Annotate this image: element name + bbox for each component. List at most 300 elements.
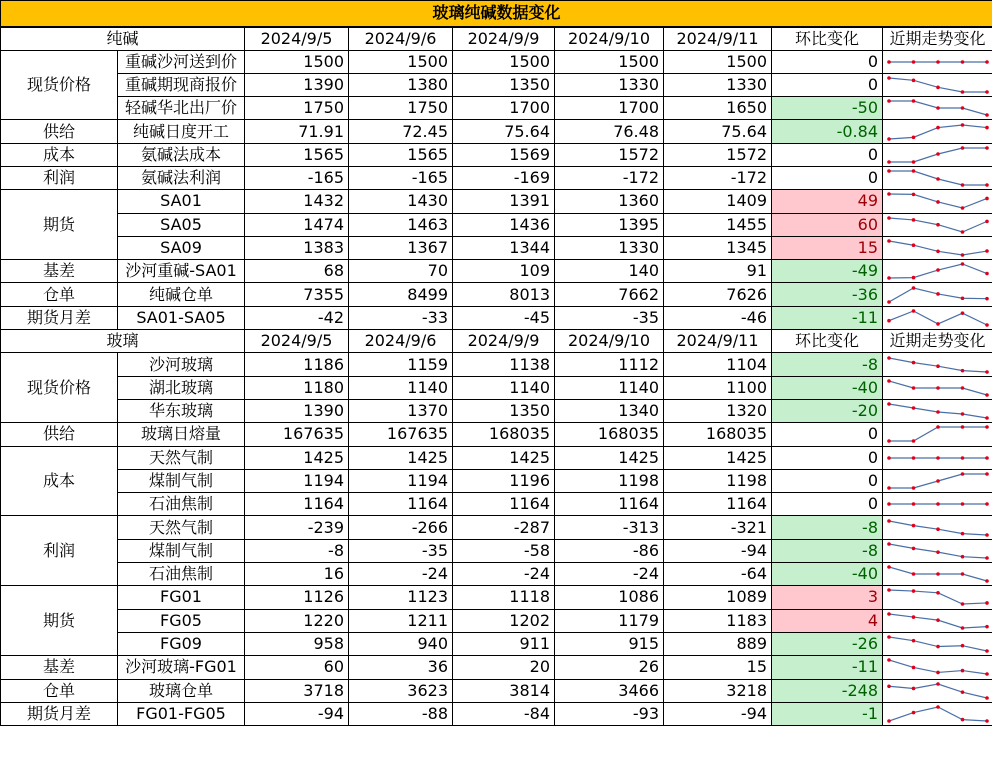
sparkline bbox=[883, 586, 992, 608]
sparkline-point bbox=[936, 250, 940, 254]
value-cell: 1367 bbox=[349, 236, 453, 259]
sparkline-point bbox=[887, 719, 891, 723]
value-cell: -33 bbox=[349, 306, 453, 329]
sparkline-point bbox=[985, 579, 989, 583]
sparkline bbox=[883, 610, 992, 632]
sparkline-point bbox=[961, 502, 965, 506]
sparkline-point bbox=[936, 322, 940, 326]
table-row bbox=[1, 399, 992, 422]
value-cell: 1112 bbox=[555, 353, 664, 376]
trend-cell bbox=[883, 143, 992, 166]
sparkline-point bbox=[887, 502, 891, 506]
item-label: FG01 bbox=[118, 586, 245, 609]
value-cell: 1500 bbox=[349, 50, 453, 73]
sparkline bbox=[883, 423, 992, 445]
sparkline-point bbox=[961, 626, 965, 630]
item-label: SA05 bbox=[118, 213, 245, 236]
sparkline bbox=[883, 237, 992, 259]
sparkline-point bbox=[887, 169, 891, 173]
sparkline-point bbox=[912, 160, 916, 164]
sparkline-point bbox=[912, 309, 916, 313]
table-row bbox=[1, 423, 992, 446]
sparkline-point bbox=[985, 719, 989, 723]
table-row bbox=[1, 493, 992, 516]
change-cell: 0 bbox=[772, 73, 883, 96]
value-cell: -287 bbox=[453, 516, 555, 539]
sparkline-point bbox=[936, 410, 940, 414]
value-cell: -24 bbox=[349, 563, 453, 586]
value-cell: 1391 bbox=[453, 190, 555, 213]
sparkline-point bbox=[887, 60, 891, 64]
sparkline-point bbox=[961, 531, 965, 535]
sparkline-point bbox=[936, 456, 940, 460]
table-title: 玻璃纯碱数据变化 bbox=[1, 1, 992, 27]
change-cell: -50 bbox=[772, 97, 883, 120]
value-cell: 1330 bbox=[555, 73, 664, 96]
category-label: 成本 bbox=[1, 446, 118, 516]
trend-cell bbox=[883, 97, 992, 120]
sparkline-point bbox=[912, 276, 916, 280]
table-row bbox=[1, 283, 992, 306]
item-label: 重碱期现商报价 bbox=[118, 73, 245, 96]
category-label: 成本 bbox=[1, 143, 118, 166]
value-cell: 1432 bbox=[245, 190, 349, 213]
sparkline-point bbox=[912, 572, 916, 576]
value-cell: -165 bbox=[349, 166, 453, 189]
value-cell: -24 bbox=[453, 563, 555, 586]
sparkline bbox=[883, 656, 992, 678]
sparkline-point bbox=[961, 572, 965, 576]
sparkline-point bbox=[985, 197, 989, 201]
item-label: 天然气制 bbox=[118, 516, 245, 539]
table-row bbox=[1, 376, 992, 399]
table-row bbox=[1, 702, 992, 725]
sparkline-point bbox=[887, 193, 891, 197]
sparkline-point bbox=[961, 123, 965, 127]
trend-cell bbox=[883, 260, 992, 283]
change-cell: -36 bbox=[772, 283, 883, 306]
sparkline bbox=[883, 284, 992, 306]
value-cell: 60 bbox=[245, 656, 349, 679]
item-label: 煤制气制 bbox=[118, 469, 245, 492]
value-cell: 1164 bbox=[555, 493, 664, 516]
value-cell: -94 bbox=[664, 702, 772, 725]
sparkline-point bbox=[936, 550, 940, 554]
sparkline-point bbox=[985, 472, 989, 476]
sparkline-line bbox=[889, 707, 987, 721]
sparkline bbox=[883, 447, 992, 469]
sparkline-point bbox=[961, 386, 965, 390]
sparkline-point bbox=[912, 639, 916, 643]
trend-cell bbox=[883, 376, 992, 399]
sparkline-point bbox=[961, 456, 965, 460]
value-cell: 1140 bbox=[349, 376, 453, 399]
sparkline-point bbox=[887, 356, 891, 360]
change-cell: 15 bbox=[772, 236, 883, 259]
value-cell: 109 bbox=[453, 260, 555, 283]
value-cell: 1138 bbox=[453, 353, 555, 376]
sparkline-point bbox=[961, 669, 965, 673]
value-cell: 70 bbox=[349, 260, 453, 283]
item-label: SA09 bbox=[118, 236, 245, 259]
sparkline-point bbox=[936, 591, 940, 595]
column-header: 2024/9/9 bbox=[453, 330, 555, 353]
value-cell: 1196 bbox=[453, 469, 555, 492]
value-cell: 1194 bbox=[245, 469, 349, 492]
table-row bbox=[1, 516, 992, 539]
value-cell: 1198 bbox=[664, 469, 772, 492]
value-cell: -93 bbox=[555, 702, 664, 725]
sparkline bbox=[883, 470, 992, 492]
change-cell: -11 bbox=[772, 656, 883, 679]
item-label: 天然气制 bbox=[118, 446, 245, 469]
value-cell: -94 bbox=[245, 702, 349, 725]
table-row bbox=[1, 73, 992, 96]
change-cell: -8 bbox=[772, 539, 883, 562]
change-cell: -8 bbox=[772, 353, 883, 376]
value-cell: 1380 bbox=[349, 73, 453, 96]
sparkline-point bbox=[887, 402, 891, 406]
item-label: 湖北玻璃 bbox=[118, 376, 245, 399]
sparkline-point bbox=[912, 218, 916, 222]
value-cell: 3623 bbox=[349, 679, 453, 702]
sparkline-line bbox=[889, 78, 987, 92]
sparkline bbox=[883, 540, 992, 562]
table-row bbox=[1, 120, 992, 143]
sparkline-point bbox=[936, 671, 940, 675]
table-row bbox=[1, 143, 992, 166]
trend-cell bbox=[883, 702, 992, 725]
sparkline bbox=[883, 354, 992, 376]
table-row bbox=[1, 446, 992, 469]
category-label: 期货 bbox=[1, 586, 118, 656]
sparkline-point bbox=[912, 135, 916, 139]
category-label: 基差 bbox=[1, 260, 118, 283]
sparkline bbox=[883, 493, 992, 515]
sparkline-point bbox=[985, 296, 989, 300]
item-label: 玻璃日熔量 bbox=[118, 423, 245, 446]
category-label: 基差 bbox=[1, 656, 118, 679]
value-cell: 168035 bbox=[664, 423, 772, 446]
table-row bbox=[1, 353, 992, 376]
value-cell: 1455 bbox=[664, 213, 772, 236]
sparkline-point bbox=[961, 718, 965, 722]
value-cell: 91 bbox=[664, 260, 772, 283]
sparkline-point bbox=[887, 137, 891, 141]
value-cell: 1123 bbox=[349, 586, 453, 609]
value-cell: 3718 bbox=[245, 679, 349, 702]
sparkline-point bbox=[985, 272, 989, 276]
value-cell: 1463 bbox=[349, 213, 453, 236]
table-row bbox=[1, 166, 992, 189]
value-cell: 8013 bbox=[453, 283, 555, 306]
sparkline-point bbox=[912, 193, 916, 197]
value-cell: 168035 bbox=[555, 423, 664, 446]
sparkline-point bbox=[985, 113, 989, 117]
value-cell: -58 bbox=[453, 539, 555, 562]
trend-cell bbox=[883, 120, 992, 143]
value-cell: 1164 bbox=[453, 493, 555, 516]
sparkline-point bbox=[936, 364, 940, 368]
trend-cell bbox=[883, 423, 992, 446]
sparkline-point bbox=[961, 253, 965, 257]
sparkline-point bbox=[985, 502, 989, 506]
sparkline bbox=[883, 400, 992, 422]
item-label: 沙河玻璃-FG01 bbox=[118, 656, 245, 679]
value-cell: -313 bbox=[555, 516, 664, 539]
sparkline-point bbox=[961, 60, 965, 64]
sparkline-line bbox=[889, 427, 987, 441]
sparkline-point bbox=[985, 649, 989, 653]
sparkline-point bbox=[887, 76, 891, 80]
value-cell: 1211 bbox=[349, 609, 453, 632]
column-header: 2024/9/5 bbox=[245, 27, 349, 51]
value-cell: 1179 bbox=[555, 609, 664, 632]
value-cell: 7662 bbox=[555, 283, 664, 306]
value-cell: 1390 bbox=[245, 73, 349, 96]
sparkline-point bbox=[936, 177, 940, 181]
value-cell: 1425 bbox=[555, 446, 664, 469]
category-label: 期货月差 bbox=[1, 702, 118, 725]
change-cell: -1 bbox=[772, 702, 883, 725]
value-cell: 36 bbox=[349, 656, 453, 679]
trend-cell bbox=[883, 50, 992, 73]
trend-cell bbox=[883, 493, 992, 516]
value-cell: 1194 bbox=[349, 469, 453, 492]
change-cell: 0 bbox=[772, 446, 883, 469]
value-cell: 1350 bbox=[453, 399, 555, 422]
sparkline-point bbox=[887, 319, 891, 323]
item-label: SA01-SA05 bbox=[118, 306, 245, 329]
sparkline-point bbox=[887, 300, 891, 304]
item-label: 石油焦制 bbox=[118, 493, 245, 516]
change-cell: -8 bbox=[772, 516, 883, 539]
value-cell: 1565 bbox=[245, 143, 349, 166]
value-cell: 1330 bbox=[555, 236, 664, 259]
value-cell: 915 bbox=[555, 632, 664, 655]
item-label: 重碱沙河送到价 bbox=[118, 50, 245, 73]
sparkline-point bbox=[936, 618, 940, 622]
trend-cell bbox=[883, 469, 992, 492]
value-cell: 958 bbox=[245, 632, 349, 655]
sparkline-point bbox=[887, 565, 891, 569]
sparkline-point bbox=[887, 542, 891, 546]
value-cell: 1425 bbox=[349, 446, 453, 469]
value-cell: -88 bbox=[349, 702, 453, 725]
change-cell: 0 bbox=[772, 166, 883, 189]
item-label: FG09 bbox=[118, 632, 245, 655]
item-label: 华东玻璃 bbox=[118, 399, 245, 422]
value-cell: 1100 bbox=[664, 376, 772, 399]
sparkline-point bbox=[936, 645, 940, 649]
trend-cell bbox=[883, 609, 992, 632]
sparkline-point bbox=[912, 546, 916, 550]
sparkline-point bbox=[887, 684, 891, 688]
value-cell: -45 bbox=[453, 306, 555, 329]
sparkline-point bbox=[961, 603, 965, 607]
value-cell: 1425 bbox=[245, 446, 349, 469]
sparkline-point bbox=[912, 78, 916, 82]
sparkline-point bbox=[985, 416, 989, 420]
sparkline bbox=[883, 167, 992, 189]
value-cell: 3218 bbox=[664, 679, 772, 702]
column-header: 环比变化 bbox=[772, 27, 883, 51]
sparkline-point bbox=[887, 519, 891, 523]
change-cell: 0 bbox=[772, 50, 883, 73]
change-cell: 0 bbox=[772, 493, 883, 516]
trend-cell bbox=[883, 306, 992, 329]
value-cell: 1474 bbox=[245, 213, 349, 236]
sparkline-point bbox=[887, 379, 891, 383]
sparkline-point bbox=[912, 99, 916, 103]
value-cell: -165 bbox=[245, 166, 349, 189]
sparkline-point bbox=[912, 169, 916, 173]
column-header: 2024/9/11 bbox=[664, 27, 772, 51]
trend-cell bbox=[883, 586, 992, 609]
change-cell: -0.84 bbox=[772, 120, 883, 143]
category-label: 现货价格 bbox=[1, 50, 118, 120]
sparkline-point bbox=[887, 160, 891, 164]
value-cell: 1572 bbox=[555, 143, 664, 166]
value-cell: 1086 bbox=[555, 586, 664, 609]
value-cell: 1164 bbox=[664, 493, 772, 516]
sparkline-point bbox=[961, 412, 965, 416]
sparkline-point bbox=[961, 472, 965, 476]
value-cell: 1345 bbox=[664, 236, 772, 259]
table-row bbox=[1, 50, 992, 73]
value-cell: -35 bbox=[349, 539, 453, 562]
sparkline-point bbox=[936, 705, 940, 709]
trend-cell bbox=[883, 236, 992, 259]
sparkline-point bbox=[936, 292, 940, 296]
sparkline bbox=[883, 563, 992, 585]
value-cell: 1164 bbox=[349, 493, 453, 516]
sparkline-point bbox=[985, 146, 989, 150]
section-name: 玻璃 bbox=[1, 330, 245, 353]
value-cell: 140 bbox=[555, 260, 664, 283]
sparkline-point bbox=[961, 263, 965, 267]
section-header-row bbox=[1, 330, 992, 353]
value-cell: 911 bbox=[453, 632, 555, 655]
sparkline-point bbox=[985, 426, 989, 430]
column-header: 环比变化 bbox=[772, 330, 883, 353]
sparkline bbox=[883, 680, 992, 702]
sparkline-point bbox=[912, 360, 916, 364]
value-cell: 168035 bbox=[453, 423, 555, 446]
value-cell: 71.91 bbox=[245, 120, 349, 143]
sparkline-point bbox=[985, 673, 989, 677]
sparkline-point bbox=[887, 659, 891, 663]
sparkline bbox=[883, 190, 992, 212]
sparkline-point bbox=[985, 183, 989, 187]
value-cell: 1750 bbox=[349, 97, 453, 120]
sparkline-point bbox=[961, 146, 965, 150]
value-cell: 26 bbox=[555, 656, 664, 679]
value-cell: -94 bbox=[664, 539, 772, 562]
value-cell: 1183 bbox=[664, 609, 772, 632]
column-header: 2024/9/9 bbox=[453, 27, 555, 51]
value-cell: 16 bbox=[245, 563, 349, 586]
sparkline-point bbox=[912, 590, 916, 594]
change-cell: -26 bbox=[772, 632, 883, 655]
change-cell: 0 bbox=[772, 143, 883, 166]
trend-cell bbox=[883, 679, 992, 702]
item-label: FG05 bbox=[118, 609, 245, 632]
value-cell: -42 bbox=[245, 306, 349, 329]
value-cell: -169 bbox=[453, 166, 555, 189]
value-cell: 1159 bbox=[349, 353, 453, 376]
trend-cell bbox=[883, 213, 992, 236]
category-label: 仓单 bbox=[1, 283, 118, 306]
sparkline-point bbox=[985, 393, 989, 397]
category-label: 期货月差 bbox=[1, 306, 118, 329]
sparkline-point bbox=[936, 426, 940, 430]
change-cell: 3 bbox=[772, 586, 883, 609]
value-cell: -172 bbox=[664, 166, 772, 189]
value-cell: 1750 bbox=[245, 97, 349, 120]
value-cell: -172 bbox=[555, 166, 664, 189]
value-cell: 1430 bbox=[349, 190, 453, 213]
value-cell: 1186 bbox=[245, 353, 349, 376]
item-label: SA01 bbox=[118, 190, 245, 213]
table-row bbox=[1, 539, 992, 562]
value-cell: -8 bbox=[245, 539, 349, 562]
sparkline-point bbox=[985, 602, 989, 606]
value-cell: 1140 bbox=[453, 376, 555, 399]
item-label: 石油焦制 bbox=[118, 563, 245, 586]
value-cell: 1409 bbox=[664, 190, 772, 213]
trend-cell bbox=[883, 283, 992, 306]
change-cell: -40 bbox=[772, 563, 883, 586]
sparkline-point bbox=[887, 99, 891, 103]
table-row bbox=[1, 97, 992, 120]
value-cell: 1330 bbox=[664, 73, 772, 96]
sparkline-point bbox=[985, 696, 989, 700]
item-label: 纯碱日度开工 bbox=[118, 120, 245, 143]
sparkline-point bbox=[912, 440, 916, 444]
item-label: FG01-FG05 bbox=[118, 702, 245, 725]
value-cell: 3814 bbox=[453, 679, 555, 702]
change-cell: -11 bbox=[772, 306, 883, 329]
column-header: 近期走势变化 bbox=[883, 27, 992, 51]
value-cell: 1344 bbox=[453, 236, 555, 259]
value-cell: 1340 bbox=[555, 399, 664, 422]
value-cell: 1425 bbox=[453, 446, 555, 469]
value-cell: 7355 bbox=[245, 283, 349, 306]
value-cell: -35 bbox=[555, 306, 664, 329]
sparkline-point bbox=[887, 612, 891, 616]
sparkline-point bbox=[912, 502, 916, 506]
sparkline-point bbox=[887, 635, 891, 639]
table-row bbox=[1, 469, 992, 492]
sparkline bbox=[883, 517, 992, 539]
value-cell: 1126 bbox=[245, 586, 349, 609]
sparkline-point bbox=[936, 479, 940, 483]
sparkline-point bbox=[887, 239, 891, 243]
sparkline-point bbox=[912, 386, 916, 390]
item-label: 沙河重碱-SA01 bbox=[118, 260, 245, 283]
category-label: 供给 bbox=[1, 423, 118, 446]
value-cell: 1198 bbox=[555, 469, 664, 492]
sparkline-line bbox=[889, 684, 987, 698]
value-cell: -239 bbox=[245, 516, 349, 539]
sparkline-point bbox=[985, 125, 989, 129]
value-cell: 7626 bbox=[664, 283, 772, 306]
table-row bbox=[1, 306, 992, 329]
value-cell: 1118 bbox=[453, 586, 555, 609]
value-cell: 1500 bbox=[245, 50, 349, 73]
value-cell: 167635 bbox=[349, 423, 453, 446]
